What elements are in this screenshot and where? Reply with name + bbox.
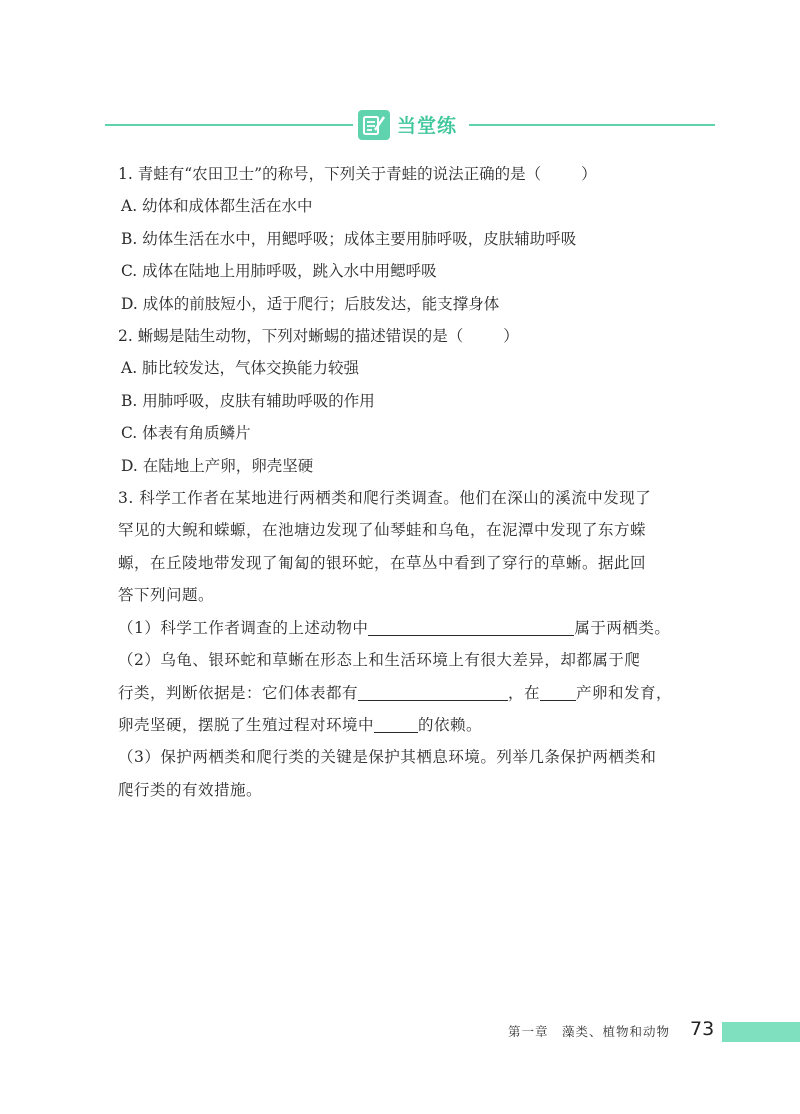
header-line-right — [469, 124, 715, 126]
q2-option-b: B. 用肺呼吸，皮肤有辅助呼吸的作用 — [121, 391, 375, 410]
q3-sub-2-line-1: （2）乌龟、银环蛇和草蜥在形态上和生活环境上有很大差异，却都属于爬 — [118, 651, 641, 670]
q3-sub-2-tail: 产卵和发育， — [576, 683, 673, 702]
q1-option-d: D. 成体的前肢短小，适于爬行；后肢发达，能支撑身体 — [121, 294, 500, 313]
q1-option-a: A. 幼体和成体都生活在水中 — [121, 197, 313, 216]
answer-blank[interactable] — [540, 683, 576, 700]
answer-blank[interactable] — [374, 716, 418, 733]
q3-sub-2-text-2: 卵壳坚硬，摆脱了生殖过程对环境中 — [118, 715, 375, 734]
q3-sub-3-line-1: （3）保护两栖类和爬行类的关键是保护其栖息环境。列举几条保护两栖类和 — [118, 748, 657, 767]
q2-option-c: C. 体表有角质鳞片 — [121, 424, 251, 443]
exercise-content — [118, 158, 718, 806]
section-header — [105, 108, 715, 142]
notepad-pencil-icon — [358, 110, 390, 140]
question-1-stem: 1. 青蛙有“农田卫士”的称号，下列关于青蛙的说法正确的是（ — [118, 165, 542, 183]
q2-option-a: A. 肺比较发达，气体交换能力较强 — [121, 359, 360, 378]
page-number: 73 — [690, 1018, 715, 1040]
q1-option-c: C. 成体在陆地上用肺呼吸，跳入水中用鳃呼吸 — [121, 262, 437, 281]
question-2 — [118, 320, 718, 352]
q3-sub-2-line-3 — [118, 709, 718, 741]
q3-sub-3-line-2: 爬行类的有效措施。 — [118, 780, 263, 799]
q3-line-1: 3. 科学工作者在某地进行两栖类和爬行类调查。他们在深山的溪流中发现了 — [118, 489, 652, 508]
page-footer — [0, 1018, 800, 1046]
header-line-left — [105, 124, 353, 126]
paren-close: ） — [503, 327, 519, 346]
q3-sub-1-tail: 属于两栖类。 — [574, 618, 671, 637]
page-tab — [722, 1022, 800, 1042]
answer-blank[interactable] — [368, 618, 574, 635]
q3-sub-2-text: 行类，判断依据是：它们体表都有 — [118, 683, 359, 702]
q3-sub-1 — [118, 612, 718, 644]
q2-option-d: D. 在陆地上产卵，卵壳坚硬 — [121, 456, 314, 475]
question-2-stem: 2. 蜥蜴是陆生动物，下列对蜥蜴的描述错误的是（ — [118, 327, 464, 346]
q1-option-b: B. 幼体生活在水中，用鳃呼吸；成体主要用肺呼吸，皮肤辅助呼吸 — [121, 229, 577, 248]
paren-close: ） — [581, 165, 597, 183]
q3-sub-1-text: （1）科学工作者调查的上述动物中 — [118, 618, 369, 637]
q3-line-2: 罕见的大鲵和蝾螈，在池塘边发现了仙琴蛙和乌龟，在泥潭中发现了东方蝾 — [118, 521, 647, 540]
q3-sub-2-line-2 — [118, 677, 718, 709]
answer-blank[interactable] — [358, 683, 508, 700]
q3-line-3: 螈，在丘陵地带发现了匍匐的银环蛇，在草丛中看到了穿行的草蜥。据此回 — [118, 553, 647, 572]
q3-sub-2-mid: ，在 — [508, 683, 541, 702]
question-1 — [118, 158, 718, 190]
chapter-title: 第一章 藻类、植物和动物 — [507, 1024, 670, 1039]
q3-line-4: 答下列问题。 — [118, 586, 215, 605]
section-title: 当堂练 — [397, 115, 458, 137]
q3-sub-2-end: 的依赖。 — [418, 715, 483, 734]
